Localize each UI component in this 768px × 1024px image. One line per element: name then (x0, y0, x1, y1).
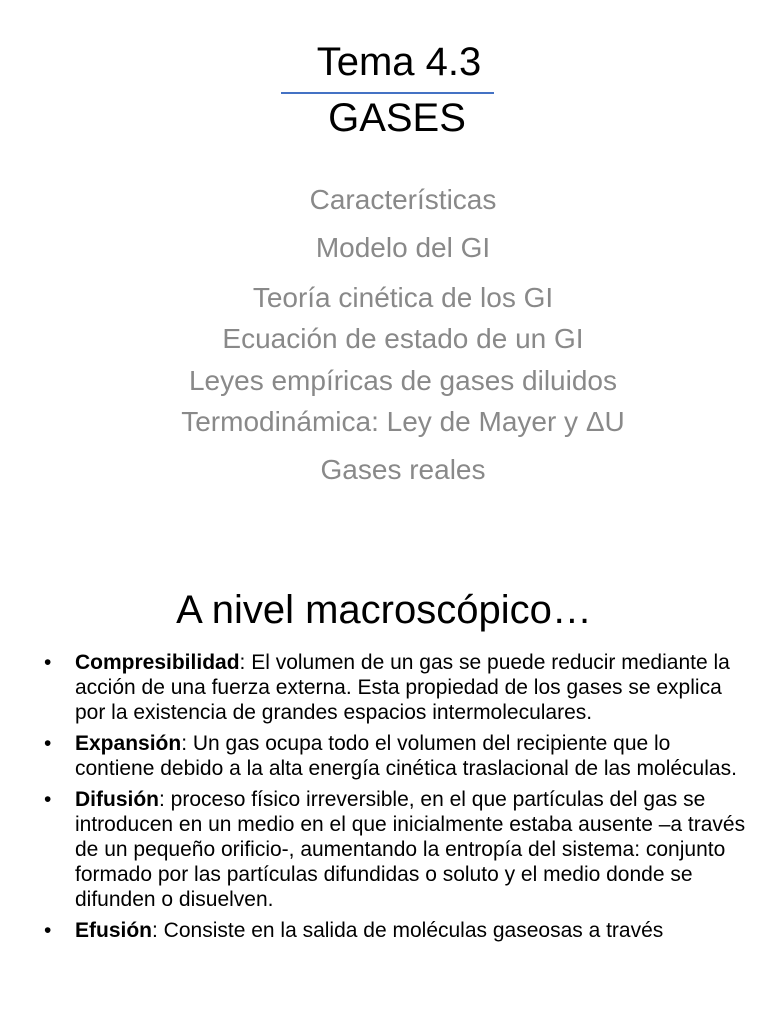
term-description: : Consiste en la salida de moléculas gaseosas a través (152, 919, 664, 942)
list-item (0, 650, 768, 725)
topic-item: Termodinámica: Ley de Mayer y ΔU (181, 406, 625, 437)
term-description: : Un gas ocupa todo el volumen del recipiente que lo contiene debido a la alta energía cinética traslacional de las moléculas. (75, 732, 737, 780)
topic-item: Leyes empíricas de gases diluidos (188, 365, 617, 396)
slide-macroscopic (0, 512, 768, 1024)
bullet-icon: • (44, 788, 52, 811)
term-label: Efusión (75, 919, 152, 942)
slide-heading: A nivel macroscópico… (176, 588, 592, 632)
bullet-icon: • (44, 732, 52, 755)
list-item (0, 918, 768, 943)
topic-item: Gases reales (320, 454, 486, 485)
topic-item: Ecuación de estado de un GI (222, 323, 584, 354)
list-item (0, 731, 768, 781)
term-label: Difusión (75, 788, 159, 811)
list-item (0, 787, 768, 912)
term-label: Compresibilidad (75, 651, 240, 674)
bullet-icon: • (44, 919, 52, 942)
slide-title-line-2: GASES (328, 96, 466, 140)
slide-title-line-1: Tema 4.3 (316, 40, 482, 84)
topic-item: Características (309, 184, 497, 215)
topic-item: Modelo del GI (315, 232, 491, 263)
topic-item: Teoría cinética de los GI (252, 282, 554, 313)
properties-list (0, 650, 768, 949)
term-label: Expansión (75, 732, 182, 755)
bullet-icon: • (44, 651, 52, 674)
term-description: : El volumen de un gas se puede reducir mediante la acción de una fuerza externa. Esta propiedad de los gases se explica por la existencia de grandes espacios intermoleculares. (75, 651, 730, 724)
term-description: : proceso físico irreversible, en el que partículas del gas se introducen en un medio en el que inicialmente estaba ausente –a través de un pequeño orificio-, aumentando la entropía del sistema: conjunto formado por las partículas difundidas o soluto y el medio donde se difunden o disuelven. (75, 788, 746, 911)
